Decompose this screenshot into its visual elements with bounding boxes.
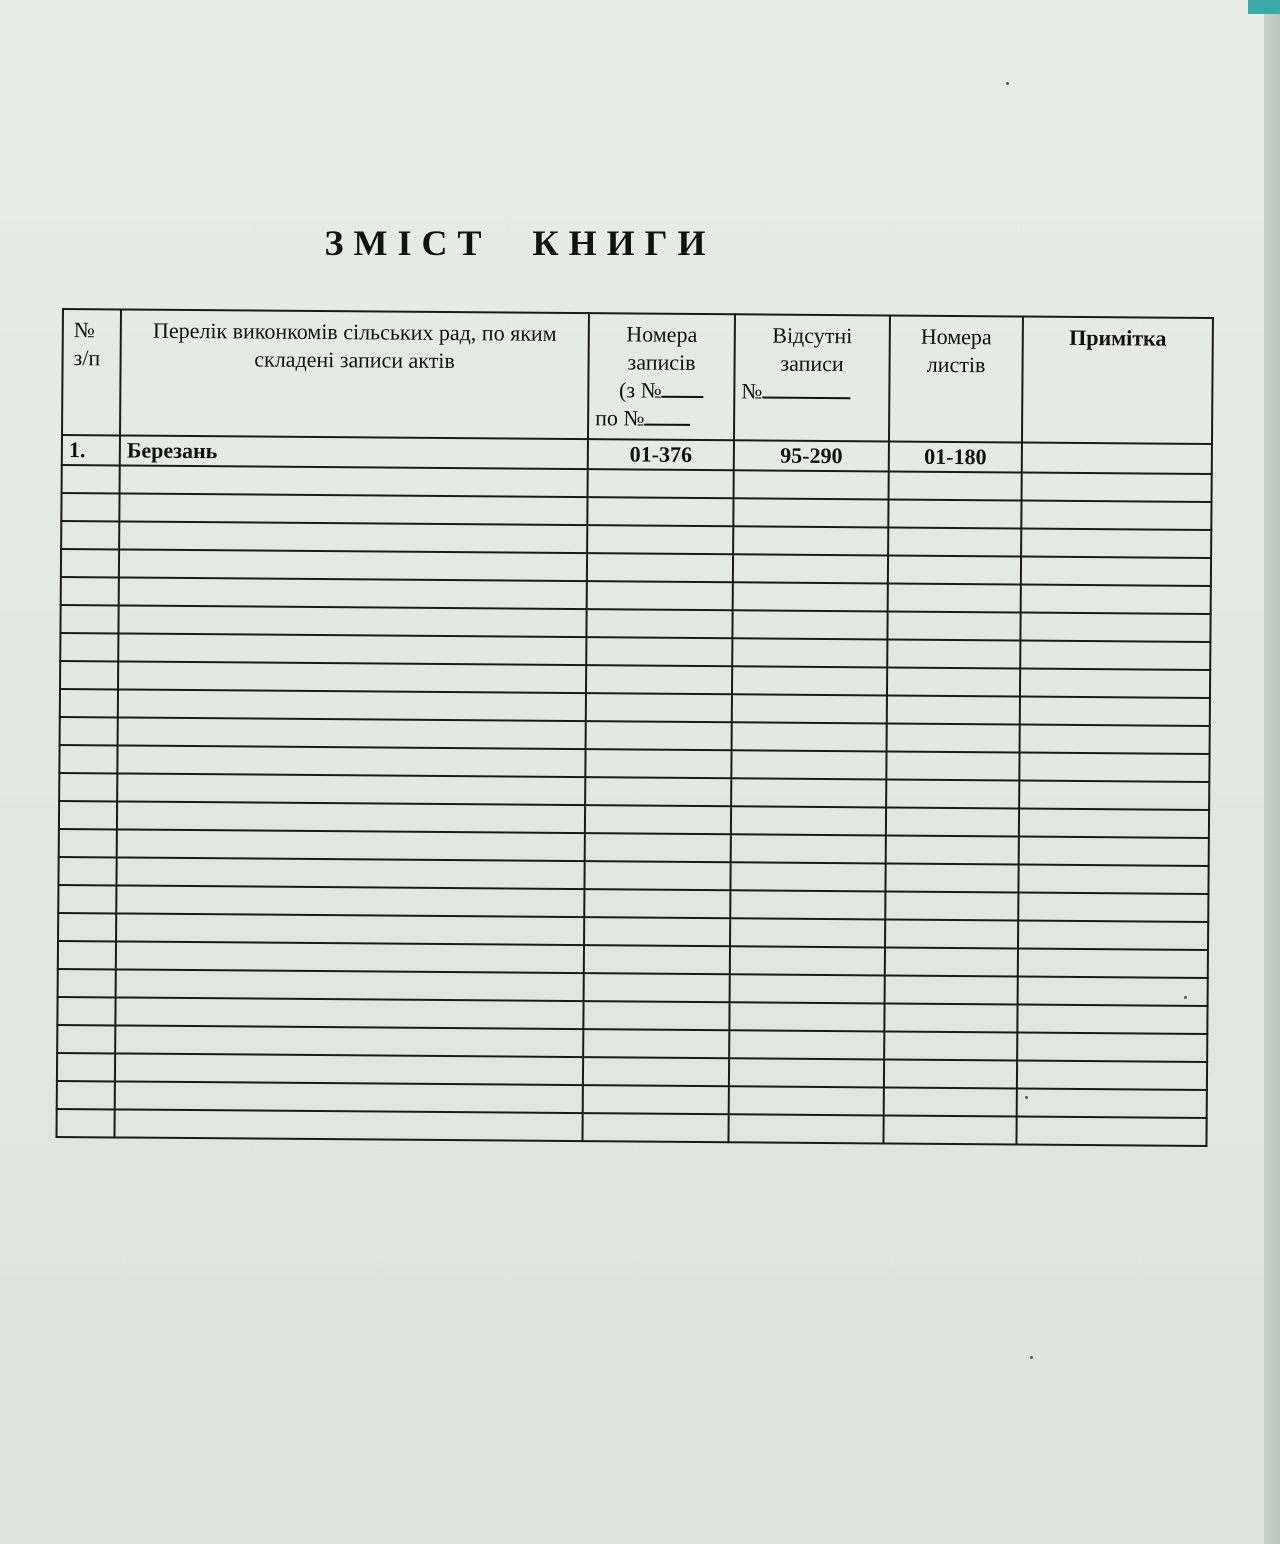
row-sheet-numbers-empty <box>886 807 1019 836</box>
row-council-name-empty <box>117 829 585 861</box>
row-record-numbers-empty <box>585 805 731 834</box>
row-number-empty <box>56 1109 114 1137</box>
row-number-empty <box>61 549 119 577</box>
blank-line <box>662 378 704 398</box>
row-number-empty <box>58 857 116 885</box>
row-number-empty <box>59 773 117 801</box>
paper-speck <box>1025 1096 1028 1099</box>
row-sheet-numbers-empty <box>885 975 1018 1004</box>
row-sheet-numbers-empty <box>885 919 1018 948</box>
row-record-numbers-empty <box>587 553 733 582</box>
row-record-numbers-empty <box>586 665 732 694</box>
row-sheet-numbers-empty <box>887 667 1020 696</box>
row-missing-records-empty <box>732 638 887 667</box>
row-council-name-empty <box>115 1025 583 1057</box>
header-missing-records-num <box>741 377 882 406</box>
row-missing-records-empty <box>731 834 886 863</box>
row-record-numbers-empty <box>584 973 730 1002</box>
row-note-empty <box>1020 697 1210 726</box>
row-council-name-empty <box>115 1053 583 1085</box>
row-record-numbers-empty <box>587 497 733 526</box>
row-council-name-empty <box>118 605 586 637</box>
row-number-empty <box>59 745 117 773</box>
row-number-empty <box>60 633 118 661</box>
row-note-empty <box>1020 669 1210 698</box>
row-council-name-empty <box>117 745 585 777</box>
row-note-empty <box>1020 725 1210 754</box>
row-sheet-numbers-empty <box>887 611 1020 640</box>
header-number-line1: № <box>73 317 95 343</box>
row-missing-records-empty <box>732 694 887 723</box>
header-sheet-numbers <box>889 316 1023 443</box>
row-missing-records-empty <box>730 918 885 947</box>
row-note-empty <box>1017 1033 1207 1062</box>
row-sheet-numbers-empty <box>885 891 1018 920</box>
row-missing-records-empty <box>728 1114 883 1143</box>
row-council-name-empty <box>116 885 584 917</box>
row-number-empty <box>60 717 118 745</box>
document-title: ЗМІСТ КНИГИ <box>324 223 716 263</box>
missing-num-label: № <box>741 378 763 404</box>
header-number <box>62 309 121 435</box>
row-note <box>1022 443 1212 474</box>
row-missing-records-empty <box>729 1030 884 1059</box>
row-council-name-empty <box>116 941 584 973</box>
row-council-name-empty <box>118 661 586 693</box>
row-record-numbers-empty <box>587 581 733 610</box>
header-record-numbers-to <box>595 404 727 433</box>
row-note-empty <box>1021 501 1211 530</box>
row-missing-records-empty <box>731 750 886 779</box>
header-missing-records-line1: Відсутні <box>772 322 853 349</box>
row-sheet-numbers-empty <box>883 1115 1016 1144</box>
row-record-numbers-empty <box>586 609 732 638</box>
row-note-empty <box>1018 949 1208 978</box>
row-council-name-empty <box>119 577 587 609</box>
row-missing-records-empty <box>734 470 889 499</box>
row-sheet-numbers-empty <box>884 1031 1017 1060</box>
row-council-name-empty <box>119 549 587 581</box>
row-missing-records-empty <box>731 806 886 835</box>
row-council-name-empty <box>115 1081 583 1113</box>
header-record-numbers-line2: записів <box>627 349 696 375</box>
header-note <box>1022 317 1213 444</box>
row-note-empty <box>1019 837 1209 866</box>
header-record-numbers-line1: Номера <box>626 321 698 347</box>
row-council-name-empty <box>118 689 586 721</box>
row-missing-records-empty <box>732 722 887 751</box>
row-record-numbers-empty <box>584 917 730 946</box>
contents-table <box>55 308 1213 1147</box>
row-note-empty <box>1017 1061 1207 1090</box>
paper-speck <box>1006 82 1009 85</box>
row-note-empty <box>1018 865 1208 894</box>
row-record-numbers-empty <box>584 945 730 974</box>
row-sheet-numbers-empty <box>887 723 1020 752</box>
row-missing-records-empty <box>732 666 887 695</box>
row-missing-records-empty <box>730 890 885 919</box>
paper-speck <box>1184 996 1187 999</box>
row-missing-records: 95-290 <box>734 440 889 471</box>
row-number-empty <box>58 969 116 997</box>
row-missing-records-empty <box>731 778 886 807</box>
corner-mark <box>1248 0 1280 14</box>
row-council-name-empty <box>119 493 587 525</box>
row-sheet-numbers-empty <box>885 947 1018 976</box>
row-record-numbers-empty <box>583 1057 729 1086</box>
row-number-empty <box>57 1081 115 1109</box>
row-record-numbers-empty <box>586 721 732 750</box>
row-council-name-empty <box>117 801 585 833</box>
row-council-name-empty <box>117 773 585 805</box>
row-note-empty <box>1019 753 1209 782</box>
row-number-empty <box>58 885 116 913</box>
row-record-numbers-empty <box>584 861 730 890</box>
table-header-row <box>62 309 1213 444</box>
row-number-empty <box>57 1053 115 1081</box>
row-sheet-numbers-empty <box>887 639 1020 668</box>
row-missing-records-empty <box>730 862 885 891</box>
row-number: 1. <box>62 435 120 465</box>
row-sheet-numbers-empty <box>884 1003 1017 1032</box>
header-number-line2: з/п <box>73 345 101 371</box>
row-number-empty <box>60 661 118 689</box>
row-sheet-numbers-empty <box>888 499 1021 528</box>
row-sheet-numbers-empty <box>884 1087 1017 1116</box>
row-sheet-numbers-empty <box>888 555 1021 584</box>
row-note-empty <box>1018 977 1208 1006</box>
header-note-label: Примітка <box>1069 324 1167 351</box>
row-council-name-empty <box>116 969 584 1001</box>
row-record-numbers-empty <box>586 693 732 722</box>
row-missing-records-empty <box>729 1058 884 1087</box>
row-number-empty <box>58 913 116 941</box>
row-number-empty <box>58 941 116 969</box>
row-note-empty <box>1018 893 1208 922</box>
row-record-numbers-empty <box>585 749 731 778</box>
row-council-name-empty <box>116 913 584 945</box>
row-note-empty <box>1022 473 1212 502</box>
records-to-label: по № <box>595 405 645 431</box>
header-council-list <box>120 309 589 439</box>
row-sheet-numbers-empty <box>886 835 1019 864</box>
row-missing-records-empty <box>730 974 885 1003</box>
header-sheet-numbers-line2: листів <box>926 351 986 378</box>
row-note-empty <box>1021 585 1211 614</box>
row-record-numbers-empty <box>585 777 731 806</box>
table-body <box>56 435 1211 1146</box>
row-note-empty <box>1021 529 1211 558</box>
row-record-numbers-empty <box>583 1001 729 1030</box>
row-number-empty <box>57 1025 115 1053</box>
row-note-empty <box>1020 613 1210 642</box>
row-note-empty <box>1019 809 1209 838</box>
row-record-numbers-empty <box>583 1085 729 1114</box>
row-sheet-numbers-empty <box>886 779 1019 808</box>
row-sheet-numbers-empty <box>887 695 1020 724</box>
header-record-numbers-from <box>595 376 727 405</box>
header-missing-records-line2: записи <box>780 350 844 377</box>
header-sheet-numbers-line1: Номера <box>920 323 992 350</box>
row-record-numbers-empty <box>582 1113 728 1142</box>
row-missing-records-empty <box>729 1086 884 1115</box>
row-council-name-empty <box>114 1109 582 1141</box>
row-note-empty <box>1016 1117 1206 1146</box>
row-note-empty <box>1017 1005 1207 1034</box>
row-number-empty <box>60 689 118 717</box>
row-number-empty <box>61 493 119 521</box>
row-number-empty <box>61 577 119 605</box>
row-missing-records-empty <box>733 498 888 527</box>
row-missing-records-empty <box>733 526 888 555</box>
row-note-empty <box>1019 781 1209 810</box>
blank-line <box>762 379 850 400</box>
row-record-numbers-empty <box>586 637 732 666</box>
row-sheet-numbers-empty <box>886 751 1019 780</box>
row-note-empty <box>1018 921 1208 950</box>
paper-speck <box>1030 1356 1033 1359</box>
row-record-numbers-empty <box>585 833 731 862</box>
row-record-numbers-empty <box>583 1029 729 1058</box>
header-missing-records <box>734 314 890 441</box>
row-council-name-empty <box>118 633 586 665</box>
row-number-empty <box>59 801 117 829</box>
header-record-numbers <box>588 313 735 440</box>
records-from-label: (з № <box>619 377 662 403</box>
row-note-empty <box>1021 557 1211 586</box>
row-record-numbers-empty <box>587 525 733 554</box>
page-edge <box>1264 0 1280 1544</box>
row-note-empty <box>1020 641 1210 670</box>
row-number-empty <box>62 465 120 493</box>
row-missing-records-empty <box>730 946 885 975</box>
row-sheet-numbers-empty <box>889 471 1022 500</box>
row-council-name-empty <box>116 857 584 889</box>
row-number-empty <box>57 997 115 1025</box>
row-number-empty <box>59 829 117 857</box>
row-sheet-numbers-empty <box>884 1059 1017 1088</box>
row-council-name-empty <box>119 521 587 553</box>
row-council-name-empty <box>120 465 588 497</box>
row-council-name-empty <box>118 717 586 749</box>
blank-line <box>644 406 690 426</box>
row-missing-records-empty <box>732 610 887 639</box>
header-council-list-label: Перелік виконкомів сільських рад, по яким складені записи актів <box>152 317 557 374</box>
row-record-numbers: 01-376 <box>588 439 734 470</box>
row-missing-records-empty <box>729 1002 884 1031</box>
row-record-numbers-empty <box>588 469 734 498</box>
row-council-name-empty <box>115 997 583 1029</box>
row-sheet-numbers-empty <box>888 583 1021 612</box>
row-sheet-numbers-empty <box>885 863 1018 892</box>
row-missing-records-empty <box>733 554 888 583</box>
row-council-name: Березань <box>120 435 588 469</box>
row-note-empty <box>1017 1089 1207 1118</box>
row-sheet-numbers-empty <box>888 527 1021 556</box>
row-number-empty <box>61 521 119 549</box>
row-missing-records-empty <box>733 582 888 611</box>
row-sheet-numbers: 01-180 <box>889 441 1022 472</box>
row-number-empty <box>60 605 118 633</box>
row-record-numbers-empty <box>584 889 730 918</box>
